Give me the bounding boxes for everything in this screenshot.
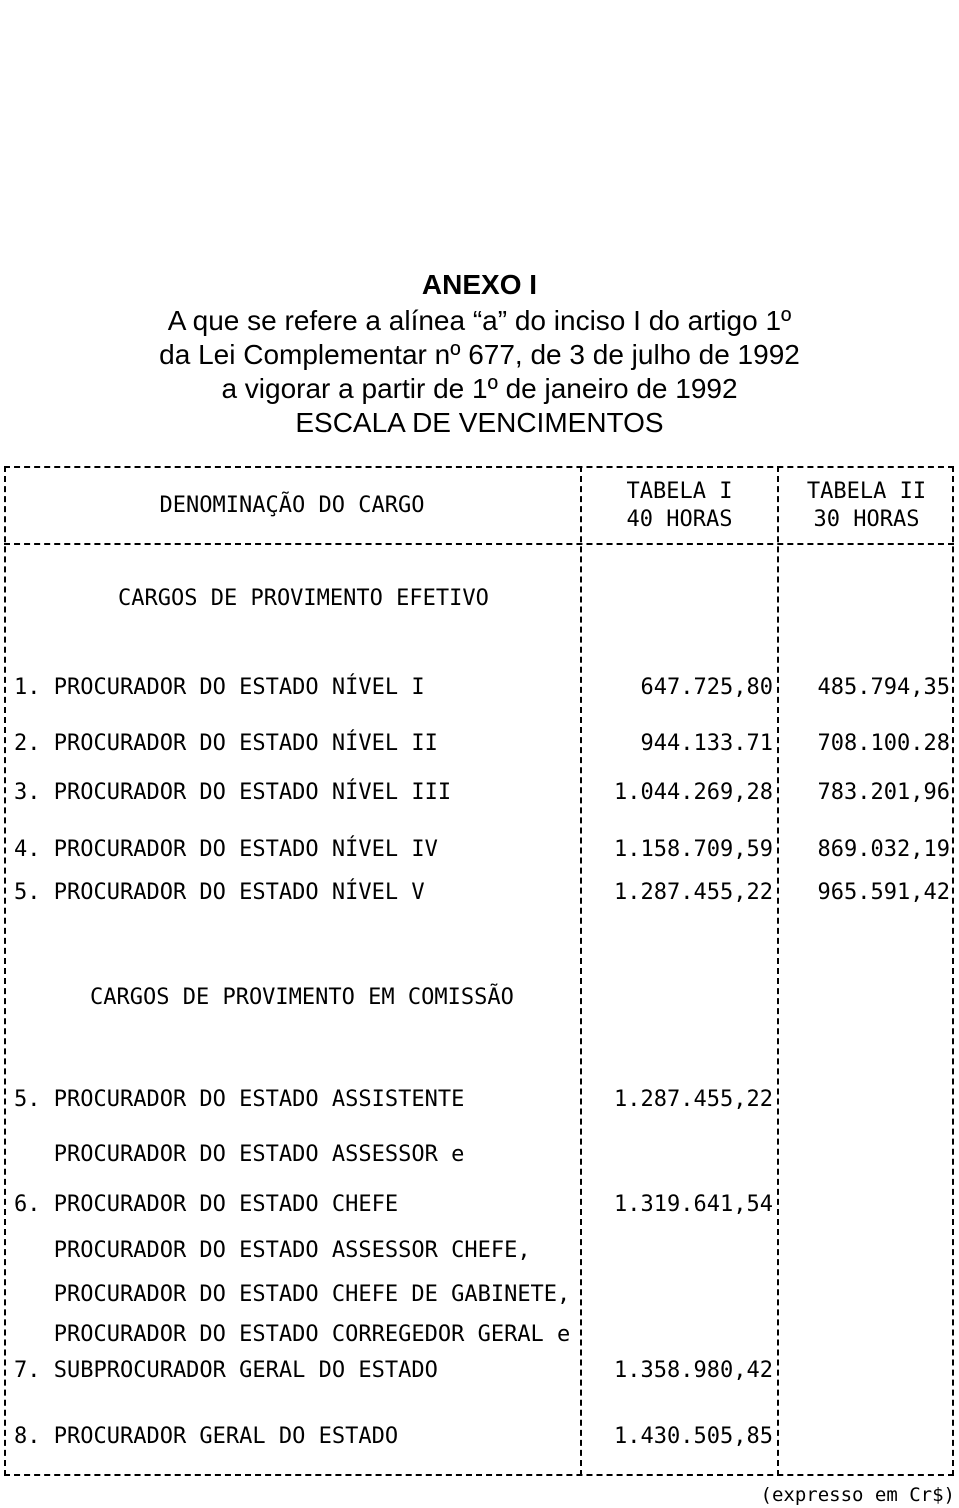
table-row-tabela1: 1.319.641,54 (614, 1192, 773, 1217)
header-line-2: da Lei Complementar nº 677, de 3 de julho de 1992 (159, 339, 800, 370)
column-header-tabela2-line1: TABELA II (806, 479, 927, 504)
column-header-tabela2-line2: 30 HORAS (813, 507, 920, 532)
header-line-1: A que se refere a alínea “a” do inciso I do artigo 1º (167, 305, 792, 336)
header-line-3: a vigorar a partir de 1º de janeiro de 1992 (221, 373, 738, 404)
table-row-label: 5. PROCURADOR DO ESTADO NÍVEL V (14, 880, 425, 905)
table-row-label: 1. PROCURADOR DO ESTADO NÍVEL I (14, 675, 425, 700)
column-header-denominacao: DENOMINAÇÃO DO CARGO (159, 493, 425, 518)
column-header-tabela2 (779, 478, 954, 534)
currency-footnote: (expresso em Cr$) (760, 1484, 955, 1506)
table-row-tabela1: 1.287.455,22 (614, 1087, 773, 1112)
table-row-label: 4. PROCURADOR DO ESTADO NÍVEL IV (14, 837, 438, 862)
table-row-tabela2: 783.201,96 (817, 780, 950, 805)
table-row-label: 3. PROCURADOR DO ESTADO NÍVEL III (14, 780, 452, 805)
table-row-label: PROCURADOR DO ESTADO ASSESSOR CHEFE, (14, 1238, 531, 1263)
header-line-4: ESCALA DE VENCIMENTOS (295, 407, 664, 438)
header-divider (4, 543, 954, 545)
table-row-tabela1: 1.430.505,85 (614, 1424, 773, 1449)
table-row-tabela1: 1.287.455,22 (614, 880, 773, 905)
section-title-efetivo: CARGOS DE PROVIMENTO EFETIVO (118, 586, 489, 611)
table-row-tabela2: 485.794,35 (817, 675, 950, 700)
table-row-label: PROCURADOR DO ESTADO ASSESSOR e (14, 1142, 465, 1167)
table-row-tabela1: 1.044.269,28 (614, 780, 773, 805)
table-row-tabela1: 647.725,80 (640, 675, 773, 700)
table-row-tabela2: 965.591,42 (817, 880, 950, 905)
table-row-label: 7. SUBPROCURADOR GERAL DO ESTADO (14, 1358, 438, 1383)
table-row-label: 8. PROCURADOR GERAL DO ESTADO (14, 1424, 399, 1449)
table-row-tabela1: 1.158.709,59 (614, 837, 773, 862)
table-row-label: 2. PROCURADOR DO ESTADO NÍVEL II (14, 731, 438, 756)
column-header-tabela1-line1: TABELA I (626, 479, 733, 504)
column-divider-1 (580, 466, 582, 1476)
table-row-tabela2: 869.032,19 (817, 837, 950, 862)
section-title-comissao: CARGOS DE PROVIMENTO EM COMISSÃO (90, 985, 514, 1010)
document-title: ANEXO I (421, 269, 538, 300)
column-divider-2 (777, 466, 779, 1476)
table-row-tabela1: 1.358.980,42 (614, 1358, 773, 1383)
table-row-label: PROCURADOR DO ESTADO CORREGEDOR GERAL e (14, 1322, 571, 1347)
table-row-label: PROCURADOR DO ESTADO CHEFE DE GABINETE, (14, 1282, 571, 1307)
table-row-label: 5. PROCURADOR DO ESTADO ASSISTENTE (14, 1087, 465, 1112)
table-row-tabela1: 944.133.71 (640, 731, 773, 756)
table-row-label: 6. PROCURADOR DO ESTADO CHEFE (14, 1192, 399, 1217)
column-header-tabela1 (582, 478, 777, 534)
column-header-tabela1-line2: 40 HORAS (626, 507, 733, 532)
table-row-tabela2: 708.100.28 (817, 731, 950, 756)
